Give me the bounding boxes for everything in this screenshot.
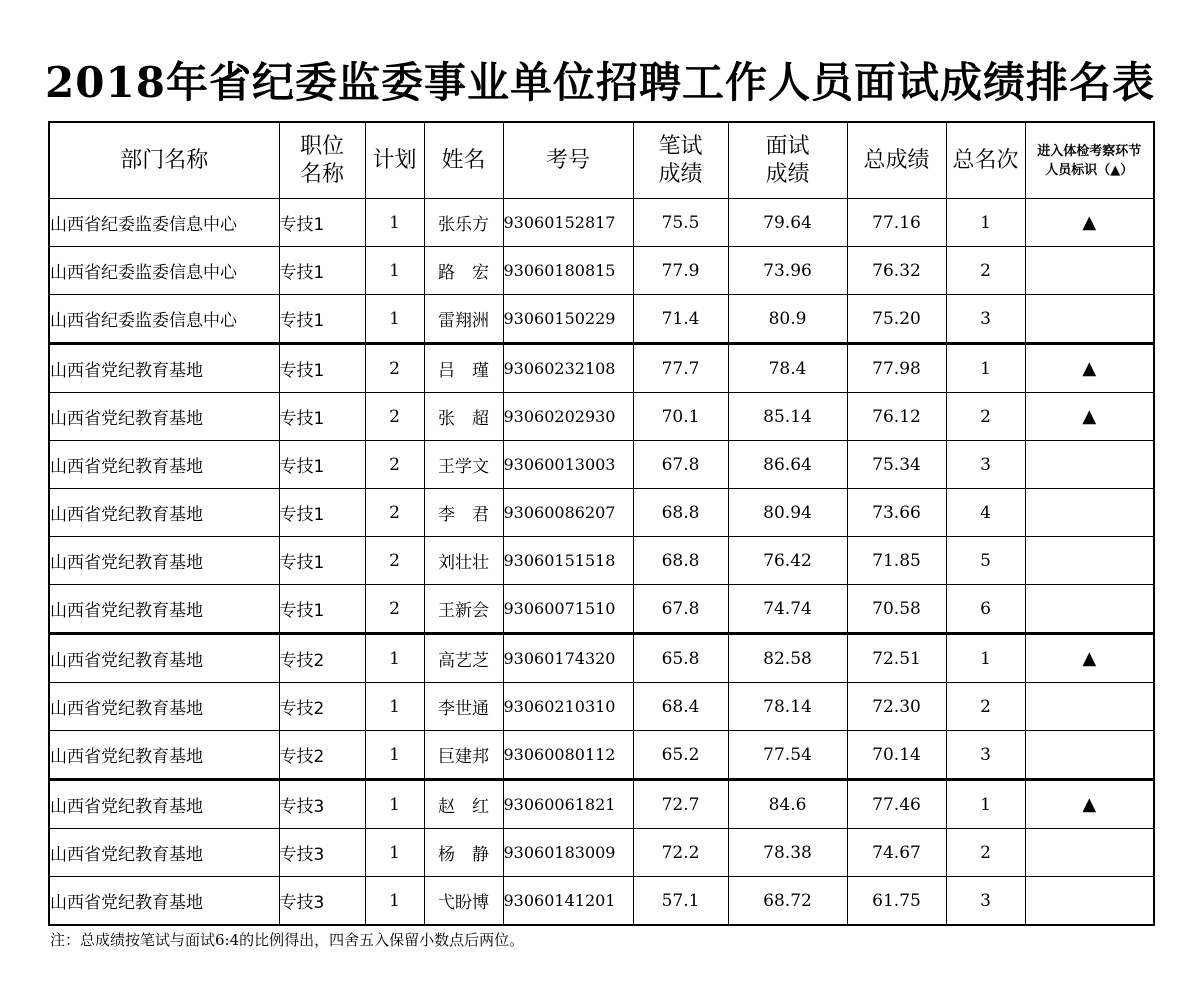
cell-dept: 山西省党纪教育基地 [49,393,279,441]
cell-name: 王学文 [424,441,503,489]
cell-position: 专技1 [279,393,365,441]
cell-position: 专技1 [279,344,365,393]
table-row [49,489,1154,537]
cell-exam-no: 93060071510 [503,585,633,634]
cell-selected-mark [1025,731,1154,780]
header-mark [1025,122,1154,199]
cell-name: 王新会 [424,585,503,634]
cell-name: 高艺芝 [424,634,503,683]
header-position [279,122,365,199]
cell-dept: 山西省党纪教育基地 [49,585,279,634]
cell-position: 专技2 [279,683,365,731]
cell-exam-no: 93060232108 [503,344,633,393]
cell-exam-no: 93060174320 [503,634,633,683]
cell-selected-mark [1025,489,1154,537]
cell-name: 杨 静 [424,829,503,877]
cell-written-score: 57.1 [633,877,728,926]
cell-position: 专技1 [279,247,365,295]
header-position-line1: 职位 [299,133,344,159]
cell-total-score: 71.85 [847,537,946,585]
cell-written-score: 65.8 [633,634,728,683]
cell-position: 专技1 [279,489,365,537]
cell-dept: 山西省党纪教育基地 [49,634,279,683]
cell-rank: 2 [946,683,1025,731]
cell-exam-no: 93060141201 [503,877,633,926]
cell-position: 专技2 [279,731,365,780]
table-row [49,683,1154,731]
header-name: 姓名 [424,122,503,199]
table-row [49,731,1154,780]
cell-plan: 1 [365,295,424,344]
table-row [49,877,1154,926]
cell-position: 专技1 [279,537,365,585]
cell-plan: 2 [365,344,424,393]
cell-selected-mark: ▲ [1025,199,1154,247]
cell-dept: 山西省党纪教育基地 [49,344,279,393]
cell-rank: 1 [946,199,1025,247]
cell-selected-mark [1025,295,1154,344]
cell-name: 张乐方 [424,199,503,247]
cell-selected-mark: ▲ [1025,780,1154,829]
cell-rank: 2 [946,393,1025,441]
cell-plan: 1 [365,634,424,683]
cell-name: 李 君 [424,489,503,537]
cell-written-score: 68.8 [633,489,728,537]
cell-exam-no: 93060080112 [503,731,633,780]
cell-total-score: 61.75 [847,877,946,926]
cell-interview-score: 84.6 [728,780,847,829]
cell-total-score: 77.16 [847,199,946,247]
cell-total-score: 73.66 [847,489,946,537]
cell-rank: 1 [946,780,1025,829]
cell-selected-mark [1025,441,1154,489]
header-written-line1: 笔试 [658,133,703,159]
table-row [49,829,1154,877]
header-written [633,122,728,199]
cell-plan: 2 [365,393,424,441]
cell-written-score: 68.8 [633,537,728,585]
cell-name: 吕 瑾 [424,344,503,393]
cell-selected-mark [1025,683,1154,731]
page-title: 2018年省纪委监委事业单位招聘工作人员面试成绩排名表 [45,58,1155,107]
header-interview-line2: 成绩 [765,161,810,187]
cell-total-score: 77.46 [847,780,946,829]
cell-rank: 4 [946,489,1025,537]
cell-total-score: 70.14 [847,731,946,780]
cell-name: 弋盼博 [424,877,503,926]
cell-written-score: 67.8 [633,441,728,489]
cell-position: 专技2 [279,634,365,683]
cell-exam-no: 93060086207 [503,489,633,537]
cell-total-score: 77.98 [847,344,946,393]
cell-exam-no: 93060150229 [503,295,633,344]
cell-written-score: 72.7 [633,780,728,829]
header-position-line2: 名称 [299,161,344,187]
cell-dept: 山西省纪委监委信息中心 [49,295,279,344]
cell-total-score: 75.20 [847,295,946,344]
table-body [49,199,1154,926]
cell-interview-score: 79.64 [728,199,847,247]
table-row [49,537,1154,585]
cell-written-score: 65.2 [633,731,728,780]
cell-total-score: 74.67 [847,829,946,877]
cell-rank: 1 [946,344,1025,393]
cell-total-score: 72.30 [847,683,946,731]
cell-interview-score: 86.64 [728,441,847,489]
cell-dept: 山西省党纪教育基地 [49,683,279,731]
cell-written-score: 75.5 [633,199,728,247]
header-dept: 部门名称 [49,122,279,199]
cell-selected-mark [1025,247,1154,295]
cell-exam-no: 93060152817 [503,199,633,247]
table-row [49,585,1154,634]
cell-written-score: 77.9 [633,247,728,295]
cell-total-score: 75.34 [847,441,946,489]
cell-rank: 3 [946,877,1025,926]
cell-interview-score: 78.4 [728,344,847,393]
cell-position: 专技1 [279,441,365,489]
cell-name: 雷翔洲 [424,295,503,344]
cell-plan: 1 [365,780,424,829]
cell-interview-score: 80.94 [728,489,847,537]
cell-exam-no: 93060180815 [503,247,633,295]
cell-interview-score: 80.9 [728,295,847,344]
cell-dept: 山西省党纪教育基地 [49,877,279,926]
cell-name: 赵 红 [424,780,503,829]
cell-rank: 3 [946,441,1025,489]
header-plan: 计划 [365,122,424,199]
cell-exam-no: 93060061821 [503,780,633,829]
footnote: 注：总成绩按笔试与面试6:4的比例得出，四舍五入保留小数点后两位。 [50,931,525,949]
cell-name: 刘壮壮 [424,537,503,585]
cell-total-score: 76.12 [847,393,946,441]
cell-written-score: 72.2 [633,829,728,877]
cell-selected-mark: ▲ [1025,634,1154,683]
cell-interview-score: 77.54 [728,731,847,780]
cell-plan: 2 [365,537,424,585]
cell-written-score: 70.1 [633,393,728,441]
cell-rank: 2 [946,247,1025,295]
cell-rank: 1 [946,634,1025,683]
cell-name: 路 宏 [424,247,503,295]
table-row [49,441,1154,489]
cell-written-score: 67.8 [633,585,728,634]
cell-position: 专技1 [279,295,365,344]
cell-selected-mark: ▲ [1025,393,1154,441]
header-mark-line1: 进入体检考察环节 [1037,143,1142,159]
cell-interview-score: 82.58 [728,634,847,683]
cell-selected-mark: ▲ [1025,344,1154,393]
cell-dept: 山西省党纪教育基地 [49,829,279,877]
cell-plan: 2 [365,489,424,537]
cell-written-score: 68.4 [633,683,728,731]
table-row [49,199,1154,247]
cell-position: 专技1 [279,585,365,634]
cell-selected-mark [1025,829,1154,877]
header-interview-line1: 面试 [765,133,810,159]
cell-interview-score: 73.96 [728,247,847,295]
cell-exam-no: 93060013003 [503,441,633,489]
cell-name: 巨建邦 [424,731,503,780]
table-header-row [49,122,1154,199]
cell-interview-score: 78.14 [728,683,847,731]
cell-rank: 5 [946,537,1025,585]
cell-total-score: 72.51 [847,634,946,683]
cell-plan: 2 [365,585,424,634]
cell-position: 专技3 [279,780,365,829]
cell-dept: 山西省党纪教育基地 [49,489,279,537]
score-table [48,121,1155,926]
cell-interview-score: 85.14 [728,393,847,441]
cell-exam-no: 93060202930 [503,393,633,441]
cell-plan: 1 [365,247,424,295]
cell-plan: 1 [365,829,424,877]
cell-dept: 山西省党纪教育基地 [49,537,279,585]
header-rank: 总名次 [946,122,1025,199]
cell-dept: 山西省党纪教育基地 [49,441,279,489]
table-row [49,634,1154,683]
cell-dept: 山西省党纪教育基地 [49,780,279,829]
cell-dept: 山西省纪委监委信息中心 [49,199,279,247]
header-written-line2: 成绩 [658,161,703,187]
cell-interview-score: 68.72 [728,877,847,926]
table-row [49,393,1154,441]
cell-total-score: 70.58 [847,585,946,634]
cell-written-score: 77.7 [633,344,728,393]
cell-position: 专技1 [279,199,365,247]
cell-name: 张 超 [424,393,503,441]
cell-rank: 2 [946,829,1025,877]
cell-plan: 1 [365,731,424,780]
table-row [49,344,1154,393]
header-interview [728,122,847,199]
cell-interview-score: 76.42 [728,537,847,585]
cell-exam-no: 93060210310 [503,683,633,731]
cell-position: 专技3 [279,829,365,877]
cell-name: 李世通 [424,683,503,731]
cell-exam-no: 93060183009 [503,829,633,877]
table-row [49,295,1154,344]
cell-plan: 1 [365,877,424,926]
table-row [49,247,1154,295]
cell-dept: 山西省党纪教育基地 [49,731,279,780]
cell-rank: 3 [946,731,1025,780]
cell-written-score: 71.4 [633,295,728,344]
cell-rank: 6 [946,585,1025,634]
header-exam-no: 考号 [503,122,633,199]
cell-interview-score: 74.74 [728,585,847,634]
table-row [49,780,1154,829]
cell-exam-no: 93060151518 [503,537,633,585]
cell-plan: 1 [365,683,424,731]
cell-interview-score: 78.38 [728,829,847,877]
header-mark-line2: 人员标识（▲） [1045,162,1134,178]
cell-selected-mark [1025,585,1154,634]
cell-position: 专技3 [279,877,365,926]
cell-total-score: 76.32 [847,247,946,295]
cell-plan: 1 [365,199,424,247]
cell-selected-mark [1025,877,1154,926]
cell-selected-mark [1025,537,1154,585]
cell-plan: 2 [365,441,424,489]
cell-rank: 3 [946,295,1025,344]
cell-dept: 山西省纪委监委信息中心 [49,247,279,295]
header-total: 总成绩 [847,122,946,199]
